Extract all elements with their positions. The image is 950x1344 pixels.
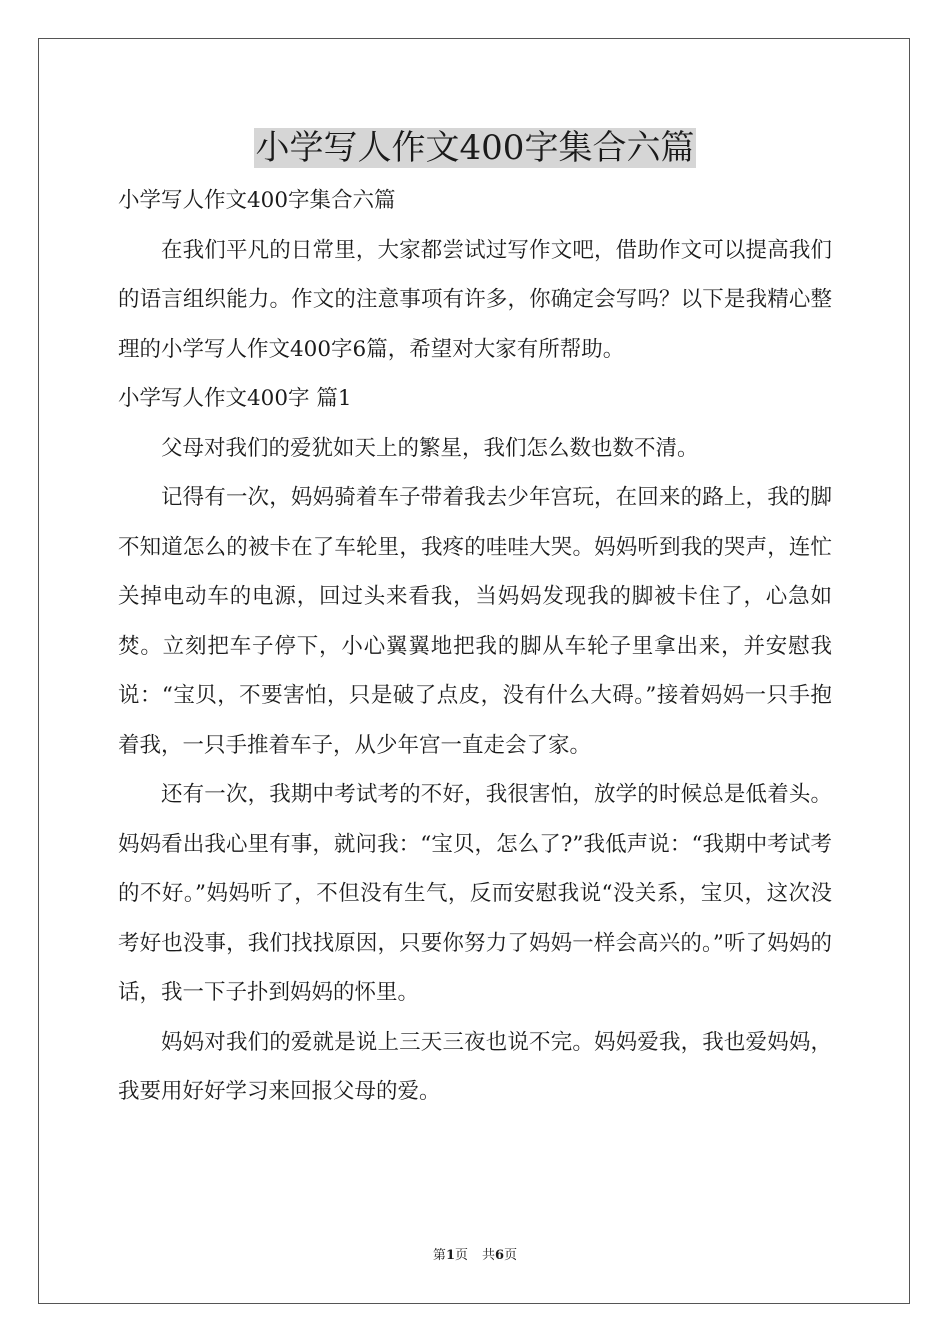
body-paragraph: 妈妈对我们的爱就是说上三天三夜也说不完。妈妈爱我，我也爱妈妈，我要用好好学习来回报父母的爱。 — [118, 1029, 832, 1104]
total-page-count: 6 — [495, 1248, 505, 1263]
section-heading: 小学写人作文400字 篇1 — [118, 386, 352, 411]
page-label-prefix: 第 — [432, 1248, 446, 1263]
body-paragraph: 记得有一次，妈妈骑着车子带着我去少年宫玩，在回来的路上，我的脚不知道怎么的被卡在了车轮里，我疼的哇哇大哭。妈妈听到我的哭声，连忙关掉电动车的电源，回过头来看我，当妈妈发现我的脚被卡住了，心急如焚。立刻把车子停下，小心翼翼地把我的脚从车轮子里拿出来，并安慰我说：“宝贝，不要害怕，只是破了点皮，没有什么大碍。”接着妈妈一只手抱着我，一只手推着车子，从少年宫一直走会了家。 — [118, 485, 832, 758]
page-footer — [0, 1247, 950, 1265]
total-label-prefix: 共 — [482, 1248, 496, 1263]
intro-paragraph: 在我们平凡的日常里，大家都尝试过写作文吧，借助作文可以提高我们的语言组织能力。作文的注意事项有许多，你确定会写吗？以下是我精心整理的小学写人作文400字6篇，希望对大家有所帮助。 — [118, 237, 832, 362]
page-label-suffix: 页 — [454, 1248, 468, 1263]
document-title-text: 小学写人作文400字集合六篇 — [255, 128, 695, 168]
document-body — [118, 176, 832, 1117]
document-title — [0, 126, 950, 170]
body-paragraph: 还有一次，我期中考试考的不好，我很害怕，放学的时候总是低着头。妈妈看出我心里有事，就问我：“宝贝，怎么了?”我低声说：“我期中考试考的不好。”妈妈听了，不但没有生气，反而安慰我说“没关系，宝贝，这次没考好也没事，我们找找原因，只要你努力了妈妈一样会高兴的。”听了妈妈的话，我一下子扑到妈妈的怀里。 — [118, 782, 832, 1005]
subtitle-line: 小学写人作文400字集合六篇 — [118, 188, 396, 213]
body-paragraph: 父母对我们的爱犹如天上的繁星，我们怎么数也数不清。 — [161, 435, 699, 461]
total-label-suffix: 页 — [504, 1248, 518, 1263]
current-page-number: 1 — [445, 1248, 455, 1263]
